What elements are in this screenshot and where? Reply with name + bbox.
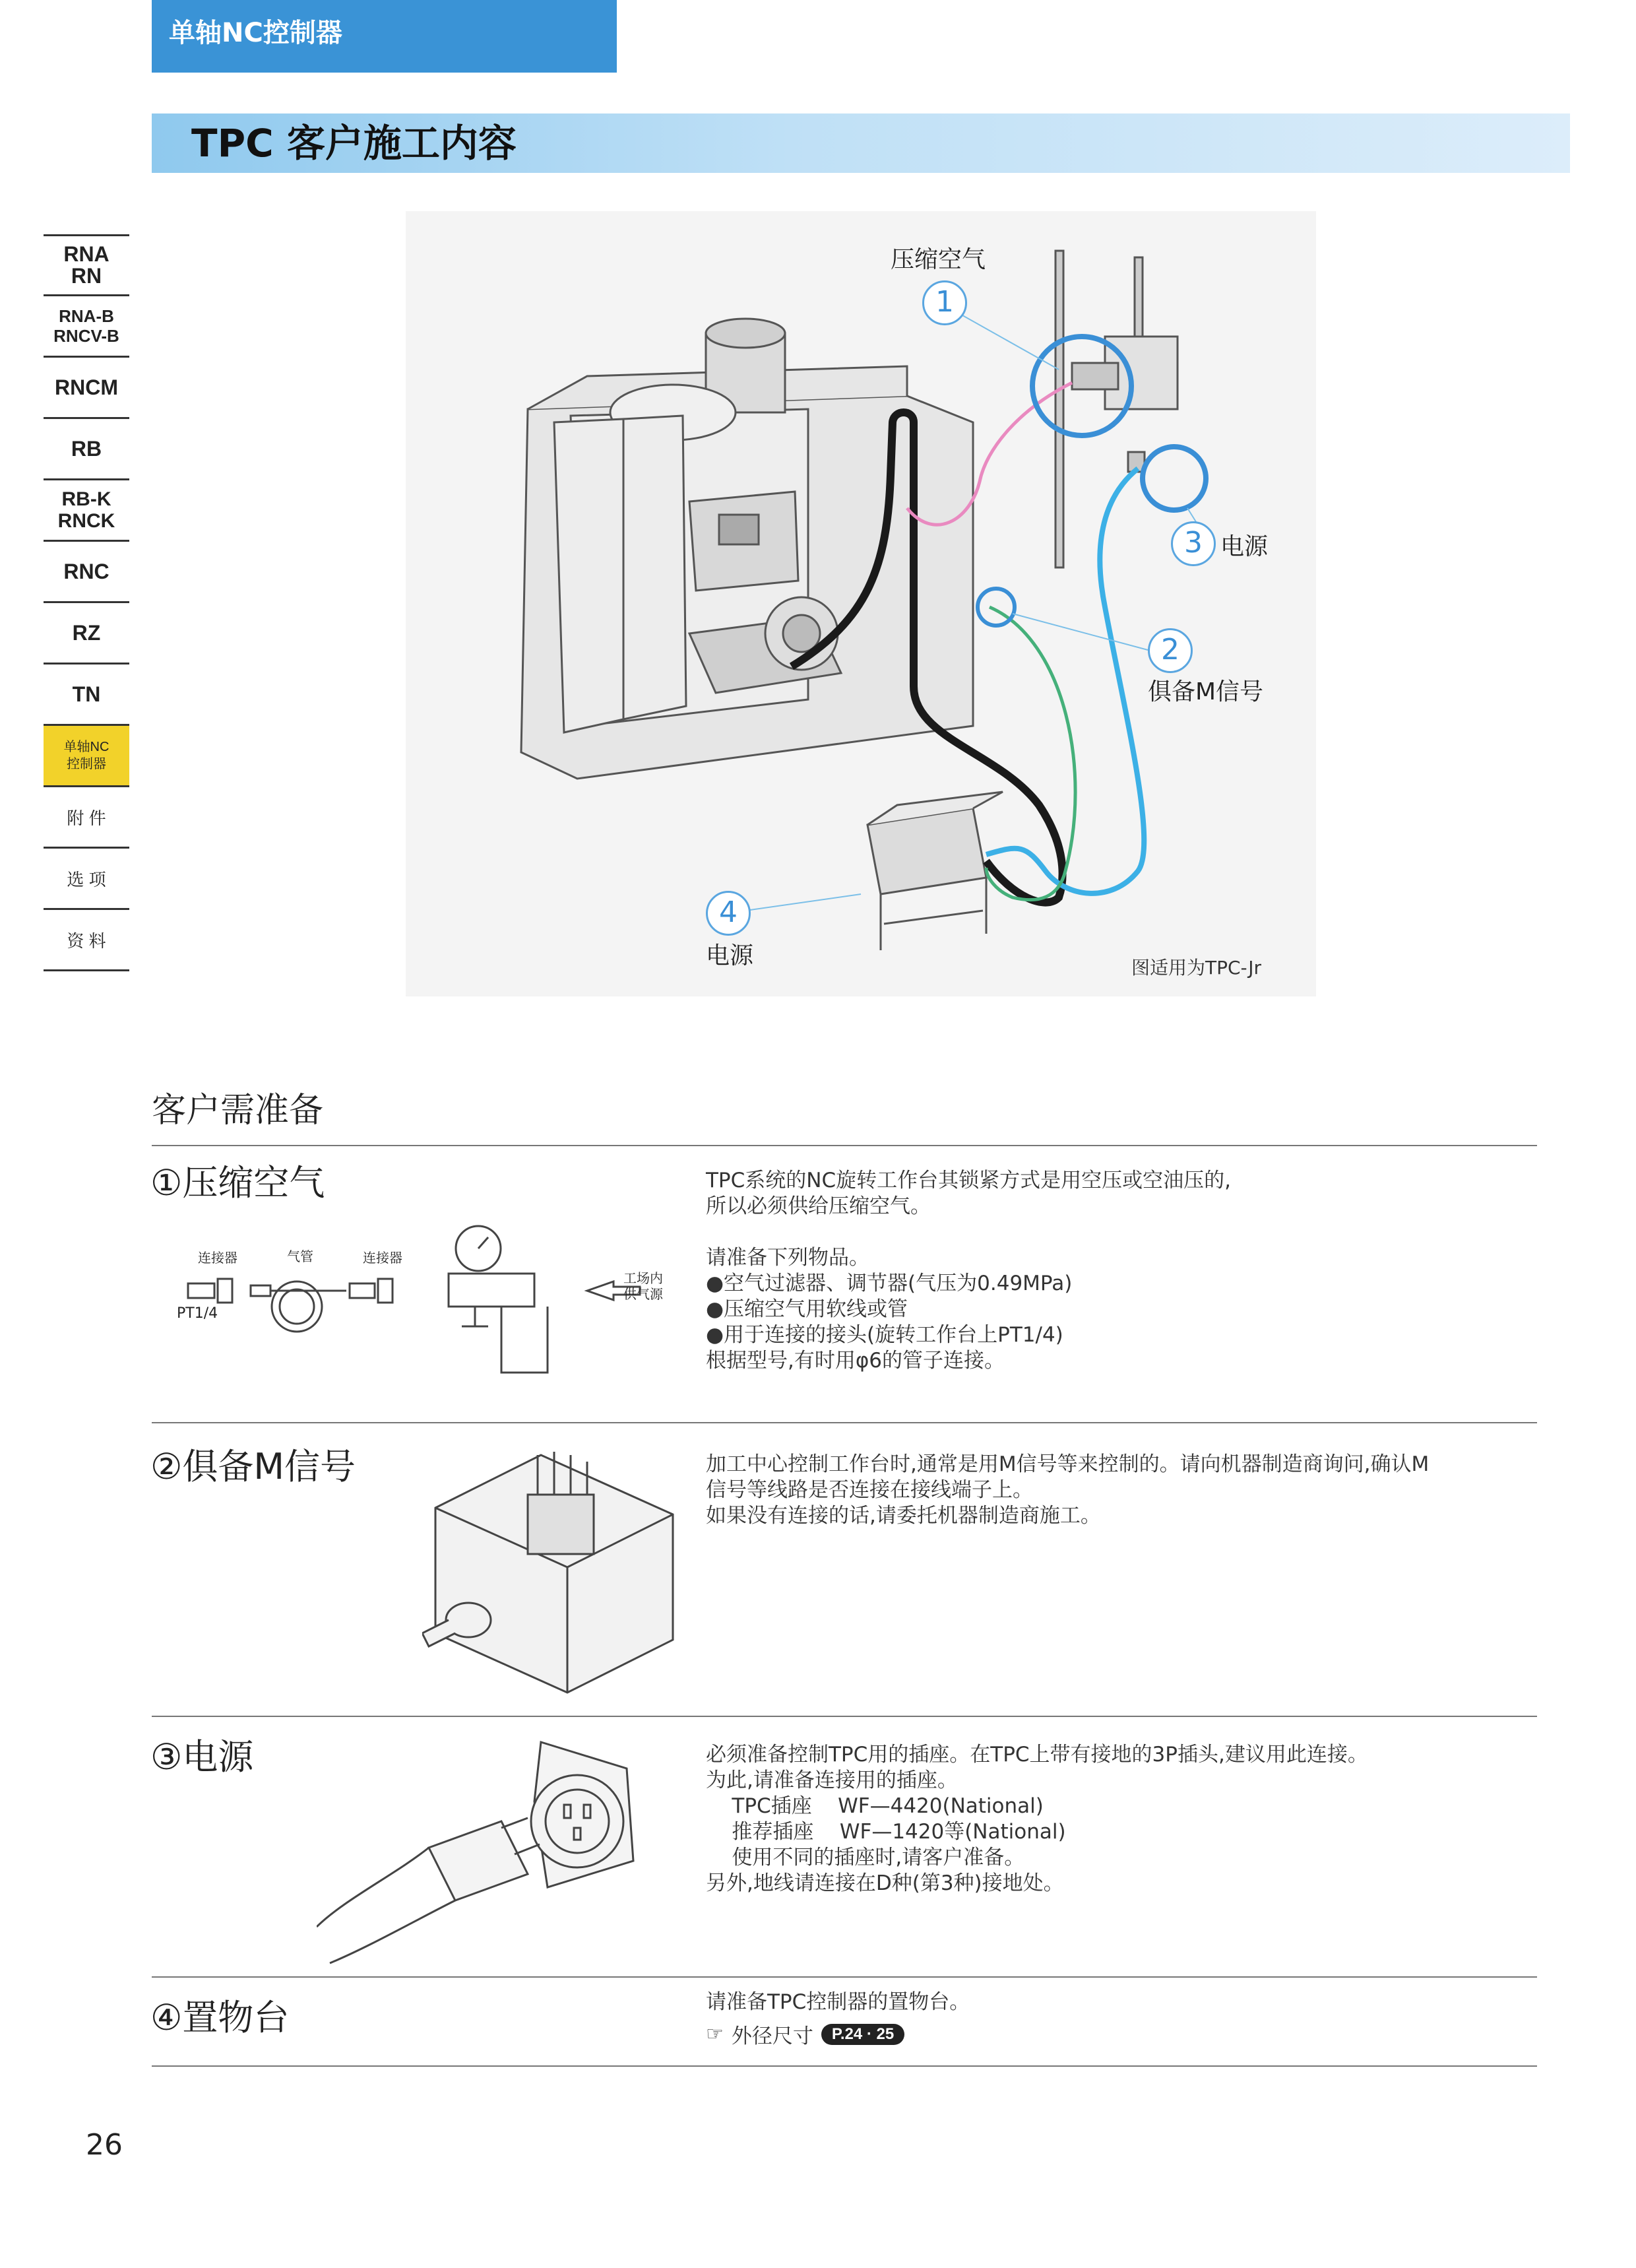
- nav-item-label: RNCM: [55, 375, 118, 399]
- divider: [152, 1422, 1537, 1423]
- nav-item-label: 附 件: [67, 808, 106, 828]
- page-ref-badge: P.24 · 25: [821, 2024, 904, 2045]
- section-text-m-signal: 加工中心控制工作台时,通常是用M信号等来控制的。请向机器制造商询问,确认M 信号等线路是否连接在接线端子上。 如果没有连接的话,请委托机器制造商施工。: [706, 1452, 1430, 1528]
- nav-item-rnab[interactable]: [44, 294, 129, 356]
- nav-item-rnc[interactable]: [44, 540, 129, 601]
- nav-item-label: RNA-B RNCV-B: [53, 306, 119, 346]
- section-text-power: 必须准备控制TPC用的插座。在TPC上带有接地的3P插头,建议用此连接。 为此,请准备连接用的插座。 TPC插座 WF—4420(National) 推荐插座 WF—1420等(National) 使用不同的插座时,请客户准备。 另外,地线请连接在D种(第3种)接地处。: [706, 1743, 1368, 1895]
- nav-item-accessories[interactable]: [44, 785, 129, 847]
- nav-item-rbk[interactable]: [44, 478, 129, 540]
- outlet-figure: [317, 1729, 660, 1966]
- section-title-air: ①压缩空气: [150, 1162, 325, 1204]
- terminal-figure: [422, 1442, 679, 1706]
- callout-number: 2: [1148, 628, 1193, 673]
- reference-link[interactable]: [706, 2019, 904, 2049]
- nav-item-label: 选 项: [67, 869, 106, 890]
- label-power: 电源: [1220, 533, 1269, 560]
- callout-number: 3: [1171, 521, 1216, 566]
- air-fittings-illustration: [158, 1221, 679, 1392]
- nav-item-label: RNA RN: [63, 242, 110, 288]
- section-title-m-signal: ②俱备M信号: [150, 1446, 356, 1487]
- label-compressed-air: 压缩空气: [891, 246, 986, 273]
- plug-socket-illustration: [317, 1729, 660, 1966]
- nav-item-label: 资 料: [67, 930, 106, 951]
- nav-item-label: RZ: [72, 620, 101, 645]
- nav-item-rncm[interactable]: [44, 356, 129, 417]
- label-stand-power: 电源: [706, 942, 754, 969]
- diagram-note: 图适用为TPC-Jr: [1131, 957, 1261, 979]
- installation-diagram: [406, 211, 1316, 996]
- callout-number: 4: [706, 891, 751, 936]
- nav-item-label: TN: [72, 682, 101, 706]
- nav-item-label: RB: [71, 436, 102, 461]
- label-connector: 连接器: [363, 1250, 402, 1266]
- nav-item-label: RNC: [63, 559, 110, 583]
- nav-item-nc-controller[interactable]: [44, 724, 129, 785]
- label-m-signal: 俱备M信号: [1148, 678, 1264, 705]
- page-title: TPC 客户施工内容: [191, 121, 517, 166]
- divider: [152, 2065, 1537, 2067]
- machine-illustration: [406, 211, 1316, 996]
- section-title-power: ③电源: [150, 1736, 254, 1778]
- nav-item-materials[interactable]: [44, 908, 129, 971]
- callout-number: 1: [922, 280, 967, 325]
- label-pt: PT1/4: [177, 1305, 218, 1322]
- label-connector: 连接器: [198, 1250, 237, 1266]
- nav-item-tn[interactable]: [44, 663, 129, 724]
- nav-item-rb[interactable]: [44, 417, 129, 478]
- section-text-air: TPC系统的NC旋转工作台其锁紧方式是用空压或空油压的, 所以必须供给压缩空气。 请准备下列物品。 ●空气过滤器、调节器(气压为0.49MPa) ●压缩空气用软线或管 ●用于连接的接头(旋转工作台上PT1/4) 根据型号,有时用φ6的管子连接。: [706, 1169, 1231, 1373]
- divider: [152, 1145, 1537, 1146]
- nav-item-options[interactable]: [44, 847, 129, 908]
- nav-item-rz[interactable]: [44, 601, 129, 663]
- side-nav: [44, 234, 129, 971]
- category-tab: 单轴NC控制器: [152, 0, 617, 73]
- nav-item-label: 单轴NC 控制器: [63, 740, 110, 771]
- label-factory-supply: 工场内 供气源: [623, 1270, 663, 1302]
- nav-item-label: RB-K RNCK: [57, 488, 115, 532]
- reference-label: 外径尺寸: [731, 2025, 813, 2048]
- divider: [152, 1716, 1537, 1717]
- page-number: 26: [86, 2128, 123, 2162]
- section-text-stand: 请准备TPC控制器的置物台。: [706, 1990, 970, 2014]
- pointing-hand-icon: ☞: [706, 2023, 724, 2046]
- air-supply-figure: [158, 1221, 679, 1392]
- divider: [152, 1976, 1537, 1978]
- label-tube: 气管: [287, 1248, 313, 1264]
- terminal-block-illustration: [422, 1442, 679, 1706]
- section-title-stand: ④置物台: [150, 1997, 290, 2038]
- prep-heading: 客户需准备: [152, 1091, 324, 1130]
- nav-item-rna[interactable]: [44, 234, 129, 294]
